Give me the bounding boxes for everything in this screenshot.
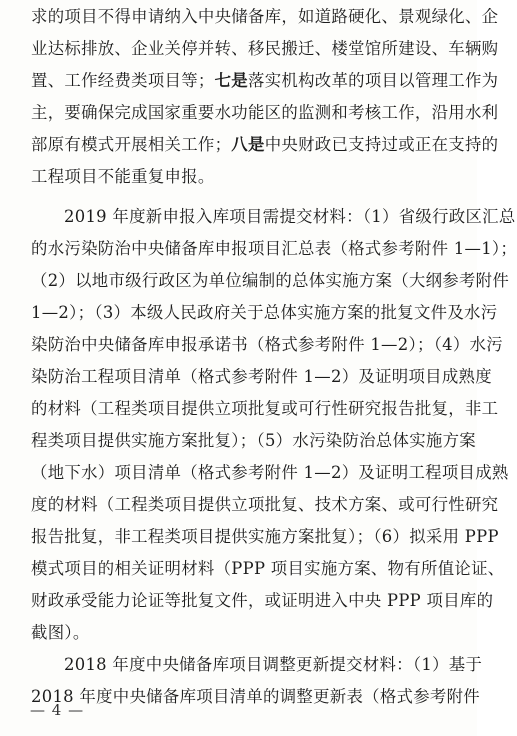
paragraph-2019-first-line: 2019 年度新申报入库项目需提交材料：（1）省级行政区汇总 — [64, 207, 516, 226]
page-number: — 4 — — [30, 701, 85, 719]
text-line-15: （地下水）项目清单（格式参考附件 1—2）及证明工程项目成熟 — [31, 463, 509, 482]
text-line-12: 染防治工程项目清单（格式参考附件 1—2）及证明项目成熟度 — [31, 367, 492, 386]
text-line-6: 工程项目不能重复申报。 — [31, 167, 215, 186]
text-line-8: 的水污染防治中央储备库申报项目汇总表（格式参考附件 1—1）； — [31, 239, 517, 258]
text-line-11: 染防治中央储备库申报承诺书（格式参考附件 1—2）；（4）水污 — [31, 335, 503, 354]
text-line-10: 1—2）；（3）本级人民政府关于总体实施方案的批复文件及水污 — [31, 303, 498, 322]
text-line-5: 部原有模式开展相关工作；八是中央财政已支持过或正在支持的 — [31, 135, 499, 154]
text-line-4: 主，要确保完成国家重要水功能区的监测和考核工作，沿用水利 — [31, 103, 499, 122]
text-line-1: 求的项目不得申请纳入中央储备库，如道路硬化、景观绿化、企 — [31, 7, 499, 26]
text-line-20: 截图）。 — [31, 623, 90, 642]
text-line-14: 程类项目提供实施方案批复）；（5）水污染防治总体实施方案 — [31, 431, 476, 450]
text-line-18: 模式项目的相关证明材料（PPP 项目实施方案、物有所值论证、 — [31, 559, 505, 578]
text-line-19: 财政承受能力论证等批复文件，或证明进入中央 PPP 项目库的 — [31, 591, 494, 610]
text-line-3: 置、工作经费类项目等；七是落实机构改革的项目以管理工作为 — [31, 71, 499, 90]
text-line-9: （2）以地市级行政区为单位编制的总体实施方案（大纲参考附件 — [31, 271, 510, 290]
text-line-22: 2018 年度中央储备库项目清单的调整更新表（格式参考附件 — [31, 687, 480, 706]
text-line-16: 度的材料（工程类项目提供立项批复、技术方案、或可行性研究 — [31, 495, 499, 514]
text-line-13: 的材料（工程类项目提供立项批复或可行性研究报告批复，非工 — [31, 399, 499, 418]
text-line-2: 业达标排放、企业关停并转、移民搬迁、楼堂馆所建设、车辆购 — [31, 39, 499, 58]
paragraph-2018-first-line: 2018 年度中央储备库项目调整更新提交材料：（1）基于 — [64, 655, 483, 674]
text-line-17: 报告批复，非工程类项目提供实施方案批复）；（6）拟采用 PPP — [31, 527, 499, 546]
bold-marker-eight: 八是 — [231, 135, 265, 154]
bold-marker-seven: 七是 — [214, 71, 248, 90]
